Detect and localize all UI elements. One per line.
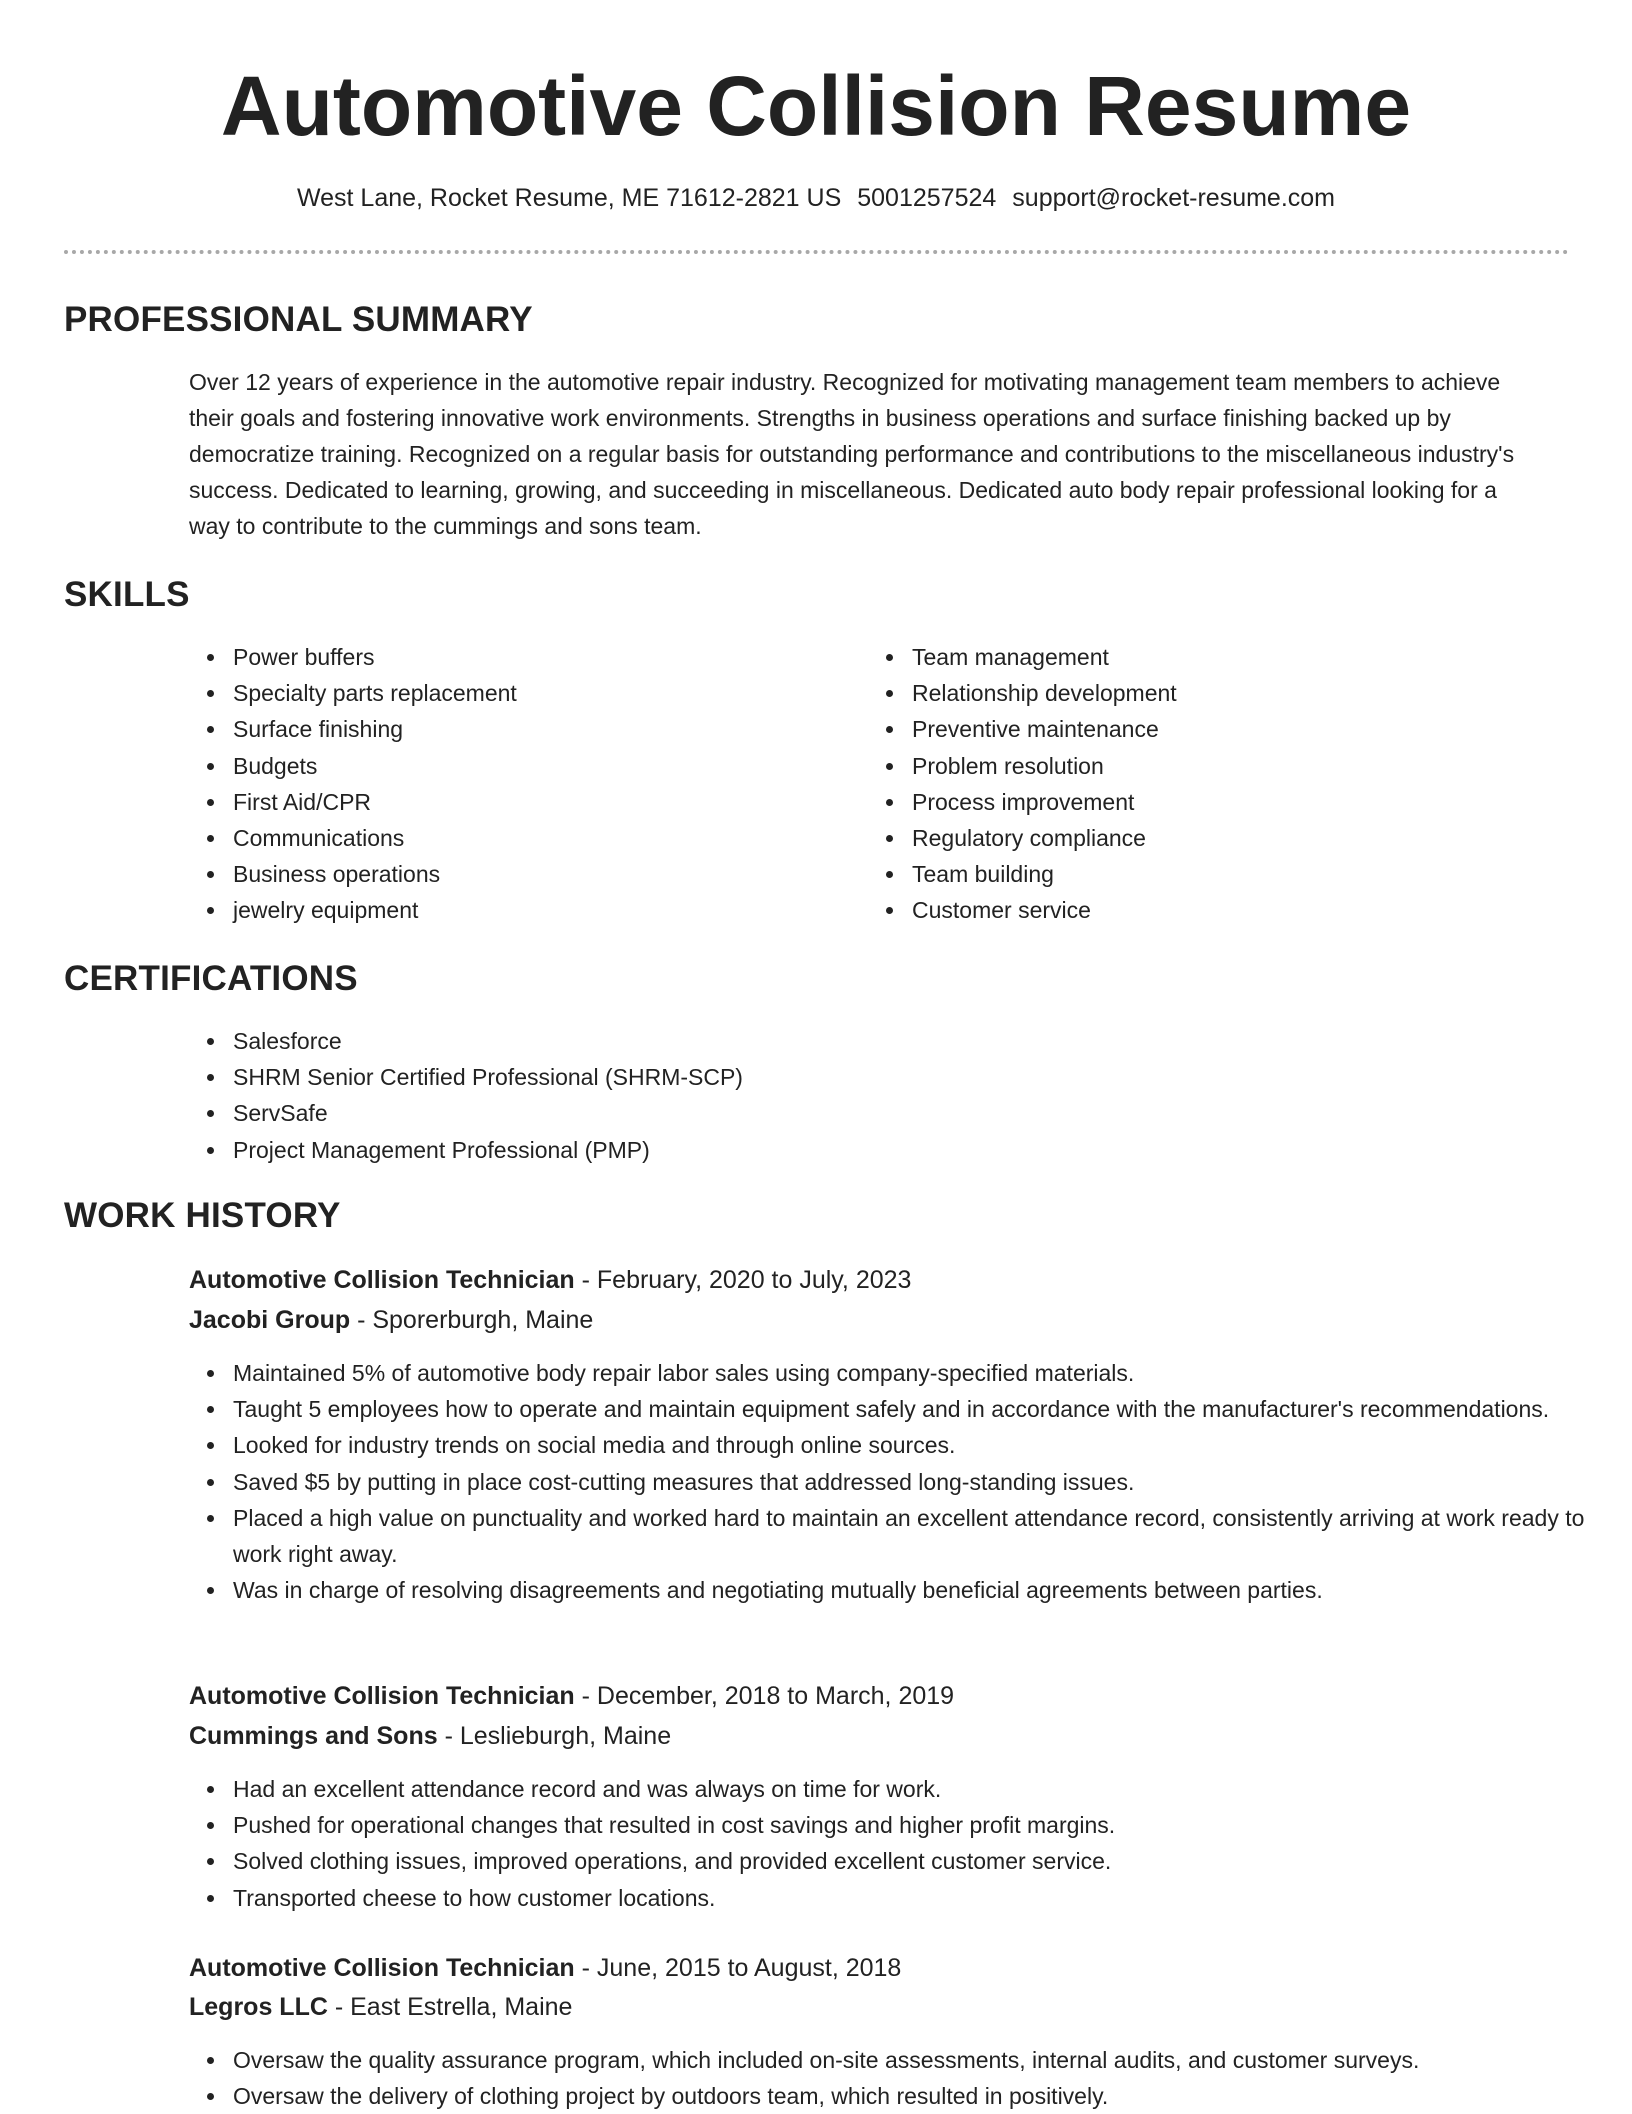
job-location: - Sporerburgh, Maine — [350, 1306, 594, 1334]
skill-item: Budgets — [233, 748, 853, 784]
skill-item: Business operations — [233, 856, 853, 892]
contact-address: West Lane, Rocket Resume, ME 71612-2821 US — [296, 184, 842, 212]
contact-phone: 5001257524 — [857, 184, 997, 212]
job-title-line — [189, 1950, 901, 1986]
job-title: Automotive Collision Technician — [189, 1954, 575, 1982]
header-divider — [64, 250, 1569, 254]
summary-text: Over 12 years of experience in the automotive repair industry. Recognized for motivating management team members to achieve their goals and fostering innovative work environments. Strengths in business operations and surface finishing backed up by democratize training. Recognized on a regular basis for outstanding performance and contributions to the miscellaneous industry's success. Dedicated to learning, growing, and succeeding in miscellaneous. Dedicated auto body repair professional looking for a way to contribute to the cummings and sons team. — [189, 369, 1515, 539]
skill-item: Power buffers — [233, 639, 853, 675]
job-bullets — [189, 1771, 1588, 1916]
certification-item: Project Management Professional (PMP) — [233, 1132, 1533, 1168]
work-history-heading: WORK HISTORY — [64, 1196, 341, 1235]
skill-item: Team management — [912, 639, 1532, 675]
job-bullet: Had an excellent attendance record and was always on time for work. — [233, 1771, 1588, 1807]
job-bullet: Oversaw the delivery of clothing project by outdoors team, which resulted in positively. — [233, 2078, 1588, 2114]
job-company: Cummings and Sons — [189, 1722, 438, 1750]
job-dates: - June, 2015 to August, 2018 — [574, 1954, 902, 1982]
skill-item: Surface finishing — [233, 711, 853, 747]
certifications-list — [189, 1023, 1533, 1168]
skills-list-right — [868, 639, 1532, 929]
certification-item: Salesforce — [233, 1023, 1533, 1059]
job-title: Automotive Collision Technician — [189, 1682, 575, 1710]
contact-line — [0, 180, 1632, 216]
resume-title: Automotive Collision Resume — [220, 59, 1412, 153]
job-bullets — [189, 1355, 1588, 1608]
job-company-line — [189, 1718, 671, 1754]
job-bullet: Taught 5 employees how to operate and maintain equipment safely and in accordance with the manufacturer's recommendations. — [233, 1391, 1588, 1427]
skill-item: Regulatory compliance — [912, 820, 1532, 856]
contact-email: support@rocket-resume.com — [1012, 184, 1336, 212]
job-bullet: Transported cheese to how customer locations. — [233, 1880, 1588, 1916]
skill-item: Communications — [233, 820, 853, 856]
job-title: Automotive Collision Technician — [189, 1266, 575, 1294]
job-bullet: Pushed for operational changes that resulted in cost savings and higher profit margins. — [233, 1807, 1588, 1843]
job-location: - Leslieburgh, Maine — [437, 1722, 672, 1750]
job-company-line — [189, 1302, 593, 1338]
skill-item: Relationship development — [912, 675, 1532, 711]
skill-item: Problem resolution — [912, 748, 1532, 784]
skill-item: Specialty parts replacement — [233, 675, 853, 711]
skill-item: Preventive maintenance — [912, 711, 1532, 747]
job-dates: - February, 2020 to July, 2023 — [574, 1266, 912, 1294]
skill-item: jewelry equipment — [233, 892, 853, 928]
job-company-line — [189, 1989, 572, 2025]
job-bullet: Maintained 5% of automotive body repair labor sales using company-specified materials. — [233, 1355, 1588, 1391]
skill-item: First Aid/CPR — [233, 784, 853, 820]
summary-heading: PROFESSIONAL SUMMARY — [64, 300, 533, 339]
job-title-line — [189, 1262, 911, 1298]
job-bullet: Solved clothing issues, improved operations, and provided excellent customer service. — [233, 1843, 1588, 1879]
job-bullet: Saved $5 by putting in place cost-cutting measures that addressed long-standing issues. — [233, 1464, 1588, 1500]
job-bullet: Looked for industry trends on social media and through online sources. — [233, 1427, 1588, 1463]
job-bullets — [189, 2042, 1588, 2114]
certifications-heading: CERTIFICATIONS — [64, 959, 358, 998]
skill-item: Process improvement — [912, 784, 1532, 820]
job-dates: - December, 2018 to March, 2019 — [574, 1682, 955, 1710]
job-title-line — [189, 1678, 954, 1714]
job-bullet: Oversaw the quality assurance program, which included on-site assessments, internal audits, and customer surveys. — [233, 2042, 1588, 2078]
certification-item: ServSafe — [233, 1095, 1533, 1131]
job-bullet: Was in charge of resolving disagreements and negotiating mutually beneficial agreements between parties. — [233, 1572, 1588, 1608]
job-company: Legros LLC — [189, 1993, 328, 2021]
skills-list-left — [189, 639, 853, 929]
job-bullet: Placed a high value on punctuality and worked hard to maintain an excellent attendance record, consistently arriving at work ready to work right away. — [233, 1500, 1588, 1572]
job-company: Jacobi Group — [189, 1306, 351, 1334]
job-location: - East Estrella, Maine — [327, 1993, 573, 2021]
certification-item: SHRM Senior Certified Professional (SHRM-SCP) — [233, 1059, 1533, 1095]
skills-heading: SKILLS — [64, 575, 190, 614]
skill-item: Customer service — [912, 892, 1532, 928]
skill-item: Team building — [912, 856, 1532, 892]
